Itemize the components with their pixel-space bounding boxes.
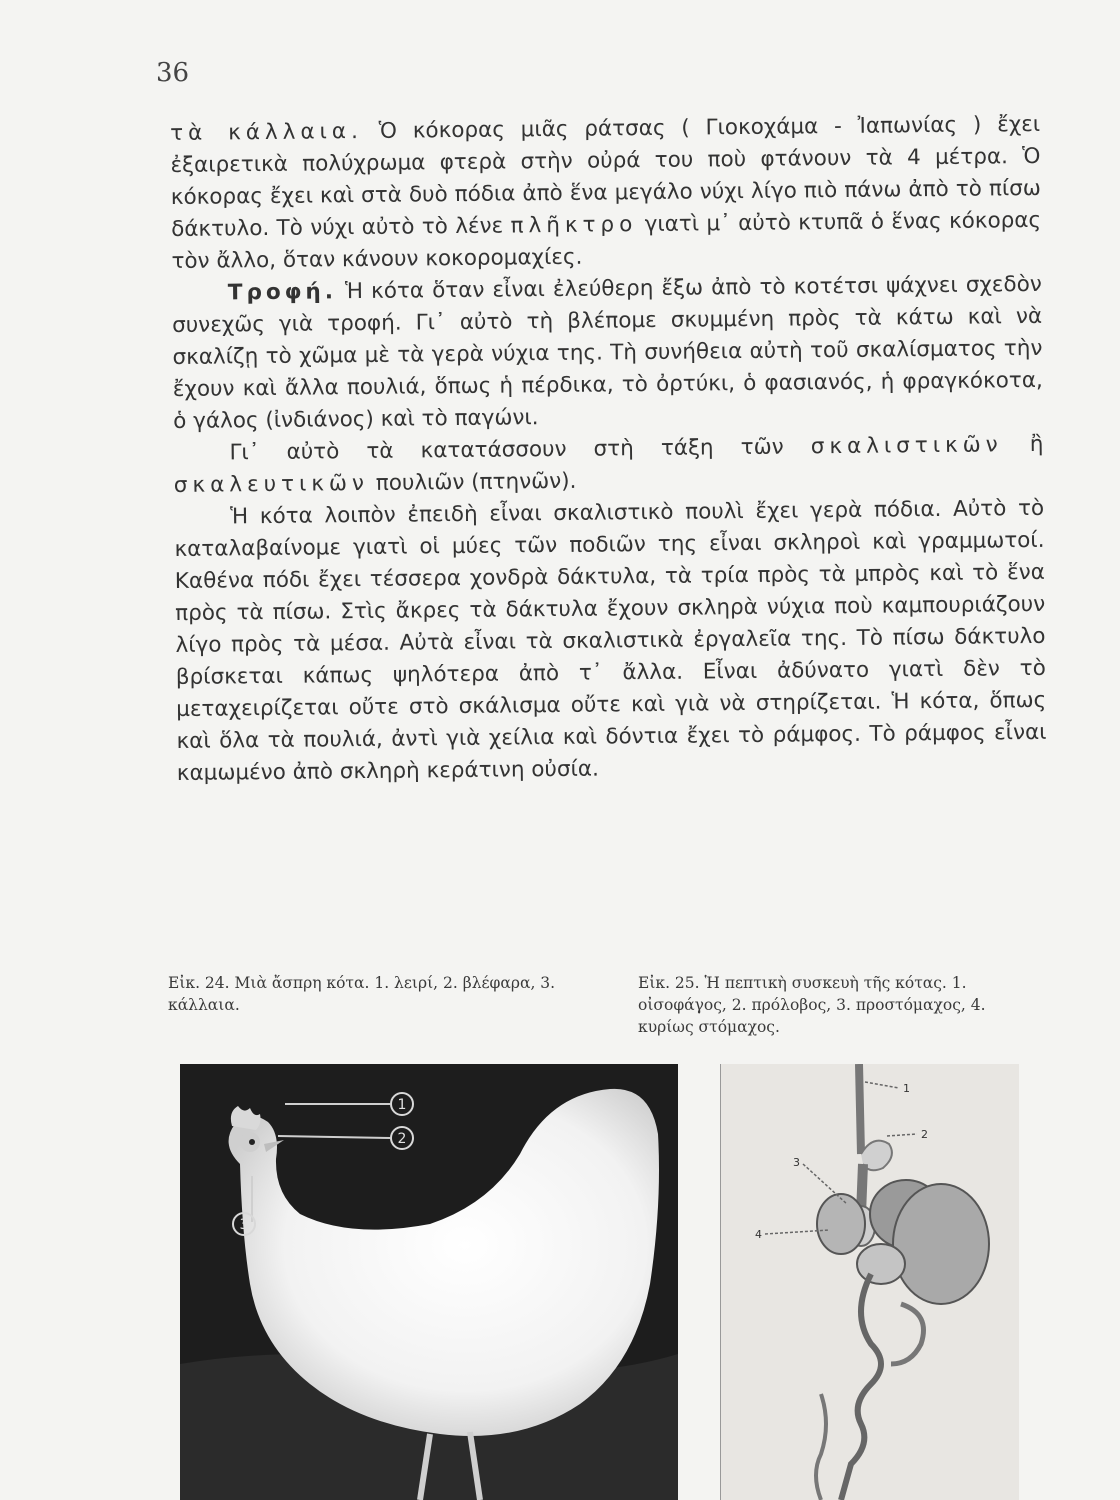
- paragraph-2: [172, 269, 1044, 438]
- svg-text:1: 1: [397, 1097, 407, 1113]
- section-heading-trofi: Τροφή.: [227, 279, 338, 306]
- body-text: [170, 109, 1047, 790]
- text-segment: ἢ: [1002, 431, 1044, 458]
- term-kallaia: τὰ κάλλαια.: [170, 118, 364, 146]
- page-number: 36: [156, 58, 190, 88]
- marker-1: 1: [903, 1082, 910, 1095]
- text-segment: Ὁ κόκορας μιᾶς ράτσας ( Γιοκοχάμα - Ἰαπωνίας ) ἔχει ἐξαιρετικὰ πολύχρωμα φτερὰ στὴν οὐρά του ποὺ φτάνουν τὰ 4 μέτρα. Ὁ κόκορας ἔχει καὶ στὰ δυὸ πόδια ἀπὸ ἕνα μεγάλο νύχι λίγο πιὸ πάνω ἀπὸ τὸ πίσω δάκτυλο. Τὸ νύχι αὐτὸ τὸ λένε: [170, 111, 1041, 242]
- marker-3: 3: [793, 1156, 800, 1169]
- svg-text:2: 2: [397, 1131, 407, 1147]
- figure-24-hen-photo: [180, 1064, 678, 1500]
- paragraph-4: [174, 493, 1047, 790]
- figure-25-caption: Εἰκ. 25. Ἡ πεπτικὴ συσκευὴ τῆς κότας. 1. οἰσοφάγος, 2. πρόλοβος, 3. προστόμαχος, 4. κυρίως στόμαχος.: [638, 974, 986, 1036]
- marker-2: 2: [921, 1128, 928, 1141]
- digestive-system-illustration: [721, 1064, 1019, 1500]
- term-plektro: πλῆκτρο: [510, 212, 638, 239]
- text-segment: Ἡ κότα λοιπὸν ἐπειδὴ εἶναι σκαλιστικὸ πουλὶ ἔχει γερὰ πόδια. Αὐτὸ τὸ καταλαβαίνομε γιατὶ οἱ μύες τῶν ποδιῶν της εἶναι σκληροὶ καὶ γραμμωτοί. Καθένα πόδι ἔχει τέσσερα χονδρὰ δάκτυλα, τὰ τρία πρὸς τὰ μπρὸς καὶ τὸ ἕνα πρὸς τὰ πίσω. Στὶς ἄκρες τὰ δάκτυλα ἔχουν σκληρὰ νύχια ποὺ καμπουριάζουν λίγο πρὸς τὰ μέσα. Αὐτὰ εἶναι τὰ σκαλιστικὰ ἐργαλεῖα της. Τὸ πίσω δάκτυλο βρίσκεται κάπως ψηλότερα ἀπὸ τ᾿ ἄλλα. Εἶναι ἀδύνατο γιατὶ δὲν τὸ μεταχειρίζεται οὔτε στὸ σκάλισμα οὔτε καὶ γιὰ νὰ στηρίζεται. Ἡ κότα, ὅπως καὶ ὅλα τὰ πουλιά, ἀντὶ γιὰ χείλια καὶ δόντια ἔχει τὸ ράμφος. Τὸ ράμφος εἶναι καμωμένο ἀπὸ σκληρὴ κεράτινη οὐσία.: [174, 495, 1047, 786]
- paragraph-1: [170, 109, 1042, 278]
- term-skaleftikon: σκαλευτικῶν: [173, 470, 370, 498]
- text-segment: Ἡ κότα ὅταν εἶναι ἐλεύθερη ἔξω ἀπὸ τὸ κοτέτσι ψάχνει σχεδὸν συνεχῶς γιὰ τροφή. Γι᾿ αὐτὸ τὴ βλέπομε σκυμμένη πρὸς τὰ κάτω καὶ νὰ σκαλίζῃ τὸ χῶμα μὲ τὰ γερὰ νύχια της. Τὴ συνήθεια αὐτὴ τοῦ σκαλίσματος τὴν ἔχουν καὶ ἄλλα πουλιά, ὅπως ἡ πέρδικα, τὸ ὀρτύκι, ὁ φασιανός, ἡ φραγκόκοτα, ὁ γάλος (ἰνδιάνος) καὶ τὸ παγώνι.: [172, 271, 1043, 434]
- figure-25-digestive-diagram: [720, 1064, 1019, 1500]
- svg-text:3: 3: [239, 1217, 249, 1233]
- text-segment: Γι᾿ αὐτὸ τὰ κατατάσσουν στὴ τάξη τῶν: [229, 434, 811, 466]
- figure-24-caption: Εἰκ. 24. Μιὰ ἄσπρη κότα. 1. λειρί, 2. βλέφαρα, 3. κάλλαια.: [168, 974, 556, 1014]
- hen-illustration: [180, 1064, 678, 1500]
- term-skalistikon: σκαλιστικῶν: [810, 432, 1003, 460]
- marker-4: 4: [755, 1228, 762, 1241]
- text-segment: πουλιῶν (πτηνῶν).: [368, 468, 577, 496]
- text-segment: γιατὶ μ᾿ αὐτὸ κτυπᾶ ὁ ἕνας κόκορας τὸν ἄλλο, ὅταν κάνουν κοκορομαχίες.: [171, 207, 1042, 274]
- paragraph-3: [173, 429, 1044, 502]
